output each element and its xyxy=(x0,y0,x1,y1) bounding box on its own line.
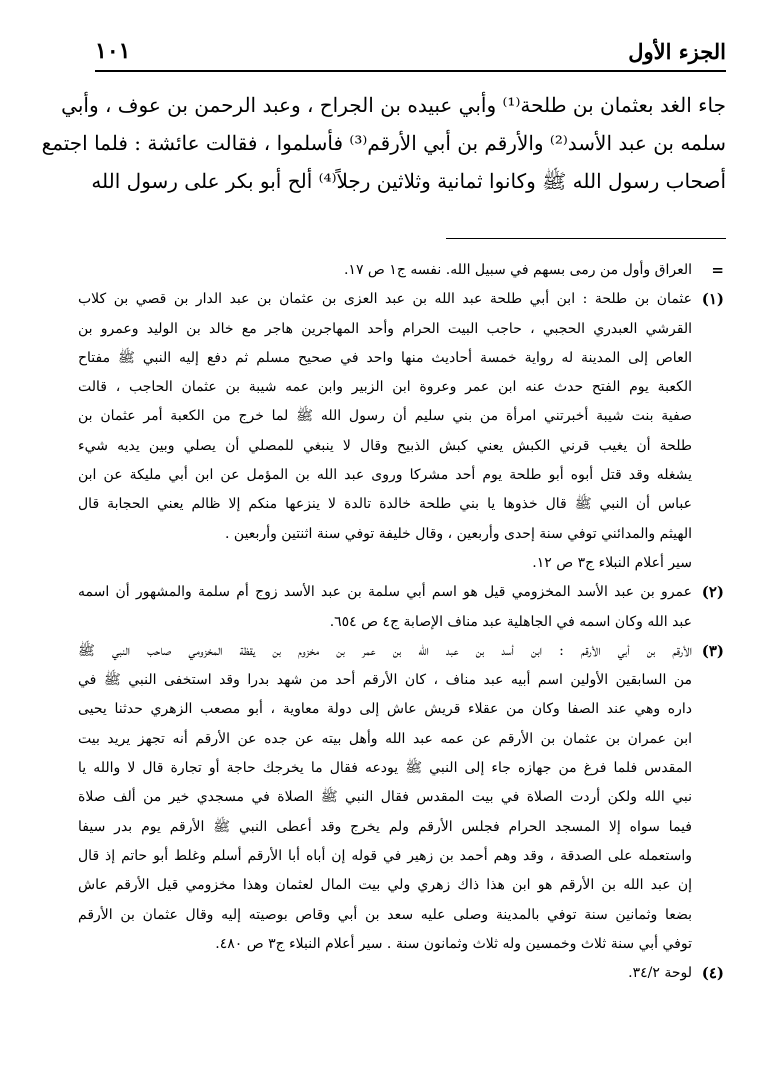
footnote-line: بضعا وثمانين سنة توفي بالمدينة وصلى عليه سعد بن أبي وقاص بوصيته إليه وقال عثمان بن الأرقم xyxy=(78,906,692,923)
main-line: جاء الغد بعثمان بن طلحة⁽¹⁾ وأبي عبيده بن الجراح ، وعبد الرحمن بن عوف ، وأبي xyxy=(61,93,726,117)
page-number: ١٠١ xyxy=(95,38,131,64)
footnote-marker: = xyxy=(711,261,724,279)
footnote-line: الكعبة يوم الفتح حدث عنه ابن عمر وعروة ابن الزبير وابن عمه شيبة بن عثمان الحاجب ، قالت xyxy=(78,379,692,396)
footnotes xyxy=(78,256,724,988)
footnote-separator xyxy=(446,238,726,239)
footnote-marker: (٣) xyxy=(701,641,724,660)
footnote-line: من السابقين الأولين اسم أبيه عبد مناف ، كان الأرقم أحد من شهد بدرا وقد استخفى النبي ﷺ في xyxy=(78,672,692,689)
footnote-line: سير أعلام النبلاء ج٣ ص ١٢. xyxy=(532,554,692,571)
footnote-3 xyxy=(78,637,724,959)
footnote-line: إن عبد الله بن الأرقم هو ابن هذا ذاك زهري ولي بيت المال لعثمان وهذا مخزومي قيل الأرقم عاش xyxy=(78,877,692,894)
footnote-line: نبي الله ولكن أردت الصلاة في بيت المقدس فقال النبي ﷺ الصلاة في مسجدي خير من ألف صلاة xyxy=(78,789,692,806)
footnote-line: عباس أن النبي ﷺ قال خذوها يا بني طلحة خالدة تالدة لا ينزعها منكم إلا ظالم يعني الحجابة قال xyxy=(78,496,692,513)
footnote-line: ابن عمران بن عثمان بن الأرقم عن عمه عبد الله وأهل بيته عن جده عن الأرقم أنه تجهز يريد بيت xyxy=(78,730,692,747)
footnote-2 xyxy=(78,578,724,637)
footnote-line: عمرو بن عبد الأسد المخزومي قيل هو اسم أبي سلمة بن عبد الأسد زوج أم سلمة والمشهور أن اسمه xyxy=(78,584,692,601)
footnote-marker: (١) xyxy=(701,290,724,309)
footnote-marker: (٤) xyxy=(701,964,724,983)
footnote-line: القرشي العبدري الحجبي ، حاجب البيت الحرام وأحد المهاجرين هاجر مع خالد بن الوليد وعمرو بن xyxy=(78,320,692,337)
footnote-1 xyxy=(78,285,724,578)
main-text xyxy=(41,86,726,200)
footnote-line: عبد الله وكان اسمه في الجاهلية عبد مناف الإصابة ج٤ ص ٦٥٤. xyxy=(329,613,692,630)
main-line: سلمه بن عبد الأسد⁽²⁾ والأرقم بن أبي الأرقم⁽³⁾ فأسلموا ، فقالت عائشة : فلما اجتمع xyxy=(41,131,726,155)
footnote-line: العاص إلى المدينة له رواية خمسة أحاديث منها واحد في صحيح مسلم ثم دفع إليه النبي ﷺ مفتاح xyxy=(78,349,692,366)
footnote-line: يشغله وقد قتل أبوه أبو طلحة يوم أحد مشركا وروى عبد الله بن المؤمل عن ابن أبي مليكة عن ابن xyxy=(78,467,692,484)
footnote-line: توفي أبي سنة ثلاث وخمسين وله ثلاث وثمانون سنة . سير أعلام النبلاء ج٣ ص ٤٨٠. xyxy=(215,935,692,952)
footnote-marker: (٢) xyxy=(701,583,724,602)
footnote-4 xyxy=(78,959,724,988)
footnote-line: فيما سواه إلا المسجد الحرام فجلس الأرقم ولم يخرج وقد أعطى النبي ﷺ الأرقم يوم بدر سيفا xyxy=(78,818,692,835)
footnote-line: لوحة ٣٤/٢. xyxy=(628,965,692,982)
page-header xyxy=(95,32,726,72)
footnote-continuation xyxy=(78,256,724,285)
footnote-line: العراق وأول من رمى بسهم في سبيل الله. نفسه ج١ ص ١٧. xyxy=(343,262,692,278)
footnote-line: عثمان بن طلحة : ابن أبي طلحة عبد الله بن عبد العزى بن عثمان بن عبد الدار بن قصي بن كلاب xyxy=(78,291,692,308)
footnote-line: المقدس فلما فرغ من جهازه جاء إلى النبي ﷺ يودعه فقال ما يخرجك حاجة أو تجارة قال لا والله يا xyxy=(78,760,692,777)
footnote-line: الهيثم والمدائني توفي سنة إحدى وأربعين ، وقال خليفة توفي سنة اثنتين وأربعين . xyxy=(225,525,692,542)
footnote-line: واستعمله على الصدقة ، وقد وهم أحمد بن زهير في قوله إن أباه أبا الأرقم أسلم وغلط أبو حاتم إذ قال xyxy=(78,847,692,864)
footnote-line: صفية بنت شيبة أخبرتني امرأة من بني سليم أن رسول الله ﷺ لما خرج من الكعبة أمر عثمان بن xyxy=(78,408,692,425)
section-title: الجزء الأول xyxy=(628,38,726,64)
footnote-line: داره وهي عند الصفا وكان من عقلاء قريش عاش إلى دولة معاوية ، أبو مصعب الزهري حدثنا يحيى xyxy=(78,701,692,718)
main-line: أصحاب رسول الله ﷺ وكانوا ثمانية وثلاثين رجلاً⁽⁴⁾ ألح أبو بكر على رسول الله xyxy=(91,169,726,193)
footnote-line: الأرقم بن أبي الأرقم : ابن أسد بن عبد الله بن عمر بن مخزوم بن يقظة المخزومي صاحب النبي ﷺ xyxy=(78,642,692,659)
footnote-line: طلحة أن يغيب قرني الكبش يعني كبش الذبيح وقال لا ينبغي للمصلي أن يصلي وبين يديه شيء xyxy=(78,437,692,454)
